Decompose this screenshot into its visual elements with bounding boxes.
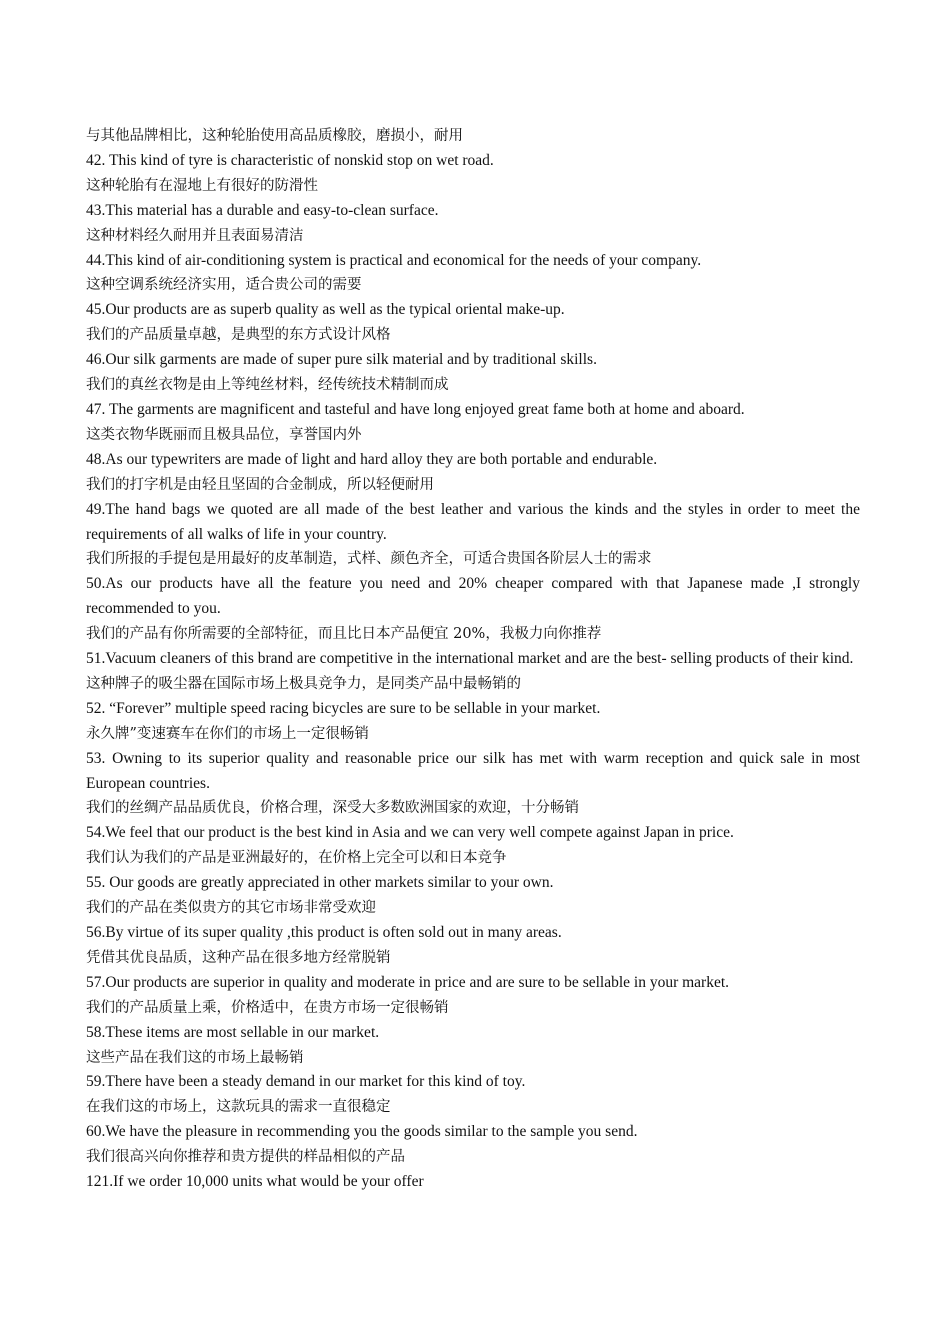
english-sentence-line: 58.These items are most sellable in our market. <box>86 1023 380 1041</box>
english-sentence-line: 46.Our silk garments are made of super pure silk material and by traditional skills. <box>86 351 597 369</box>
english-sentence-line: 54.We feel that our product is the best kind in Asia and we can very well compete against Japan in price. <box>86 824 734 842</box>
english-sentence-line: 42. This kind of tyre is characteristic of nonskid stop on wet road. <box>86 151 494 169</box>
english-sentence-line: 53. Owning to its superior quality and reasonable price our silk has met with warm reception and quick sale in most European countries. <box>86 749 860 792</box>
chinese-translation-line: 这种轮胎有在湿地上有很好的防滑性 <box>86 177 318 194</box>
english-sentence-line: 45.Our products are as superb quality as well as the typical oriental make-up. <box>86 301 565 319</box>
chinese-translation-line: 我们的产品质量上乘，价格适中，在贵方市场一定很畅销 <box>86 999 449 1016</box>
english-sentence-line: 51.Vacuum cleaners of this brand are competitive in the international market and are the best- selling products of their kind. <box>86 650 854 668</box>
english-sentence-line: 59.There have been a steady demand in our market for this kind of toy. <box>86 1073 526 1091</box>
chinese-translation-line: 这种空调系统经济实用，适合贵公司的需要 <box>86 277 362 294</box>
english-sentence-line: 52. “Forever” multiple speed racing bicycles are sure to be sellable in your market. <box>86 699 601 717</box>
english-sentence-line: 43.This material has a durable and easy-to-clean surface. <box>86 201 439 219</box>
english-sentence-line: 50.As our products have all the feature you need and 20% cheaper compared with that Japanese made ,I strongly recommended to you. <box>86 575 860 618</box>
chinese-translation-line: 我们的打字机是由轻且坚固的合金制成，所以轻便耐用 <box>86 476 434 493</box>
english-sentence-line: 49.The hand bags we quoted are all made of the best leather and various the kinds and the styles in order to meet the requirements of all walks of life in your country. <box>86 500 860 543</box>
chinese-translation-line: 凭借其优良品质，这种产品在很多地方经常脱销 <box>86 949 391 966</box>
english-sentence-line: 60.We have the pleasure in recommending you the goods similar to the sample you send. <box>86 1123 638 1141</box>
document-page <box>86 124 860 1195</box>
english-sentence-line: 56.By virtue of its super quality ,this product is often sold out in many areas. <box>86 924 562 941</box>
english-sentence-line: 121.If we order 10,000 units what would be your offer <box>86 1173 424 1191</box>
chinese-translation-line: 我们的真丝衣物是由上等纯丝材料，经传统技术精制而成 <box>86 377 449 394</box>
english-sentence-line: 48.As our typewriters are made of light and hard alloy they are both portable and endurable. <box>86 450 658 468</box>
chinese-translation-line: 我们的产品有你所需要的全部特征，而且比日本产品便宜 20%，我极力向你推荐 <box>86 626 602 643</box>
english-sentence-line: 47. The garments are magnificent and tasteful and have long enjoyed great fame both at home and aboard. <box>86 400 745 418</box>
chinese-translation-line: 永久牌”变速赛车在你们的市场上一定很畅销 <box>86 725 369 742</box>
chinese-translation-line: 我们的产品质量卓越，是典型的东方式设计风格 <box>86 327 391 344</box>
chinese-translation-line: 我们很高兴向你推荐和贵方提供的样品相似的产品 <box>86 1149 405 1166</box>
chinese-translation-line: 与其他品牌相比，这种轮胎使用高品质橡胶，磨损小，耐用 <box>86 128 463 144</box>
chinese-translation-line: 我们的产品在类似贵方的其它市场非常受欢迎 <box>86 900 376 917</box>
chinese-translation-line: 我们认为我们的产品是亚洲最好的，在价格上完全可以和日本竞争 <box>86 850 507 867</box>
english-sentence-line: 57.Our products are superior in quality and moderate in price and are sure to be sellable in your market. <box>86 973 730 991</box>
english-sentence-line: 55. Our goods are greatly appreciated in other markets similar to your own. <box>86 874 554 892</box>
chinese-translation-line: 我们的丝绸产品品质优良，价格合理，深受大多数欧洲国家的欢迎，十分畅销 <box>86 800 579 817</box>
chinese-translation-line: 这种材料经久耐用并且表面易清洁 <box>86 227 304 244</box>
chinese-translation-line: 这类衣物华既丽而且极具品位，享誉国内外 <box>86 426 362 443</box>
chinese-translation-line: 这种牌子的吸尘器在国际市场上极具竞争力，是同类产品中最畅销的 <box>86 675 521 692</box>
chinese-translation-line: 这些产品在我们这的市场上最畅销 <box>86 1049 304 1066</box>
english-sentence-line: 44.This kind of air-conditioning system is practical and economical for the needs of your company. <box>86 251 702 269</box>
chinese-translation-line: 我们所报的手提包是用最好的皮革制造，式样、颜色齐全，可适合贵国各阶层人士的需求 <box>86 551 652 568</box>
chinese-translation-line: 在我们这的市场上，这款玩具的需求一直很稳定 <box>86 1099 391 1116</box>
